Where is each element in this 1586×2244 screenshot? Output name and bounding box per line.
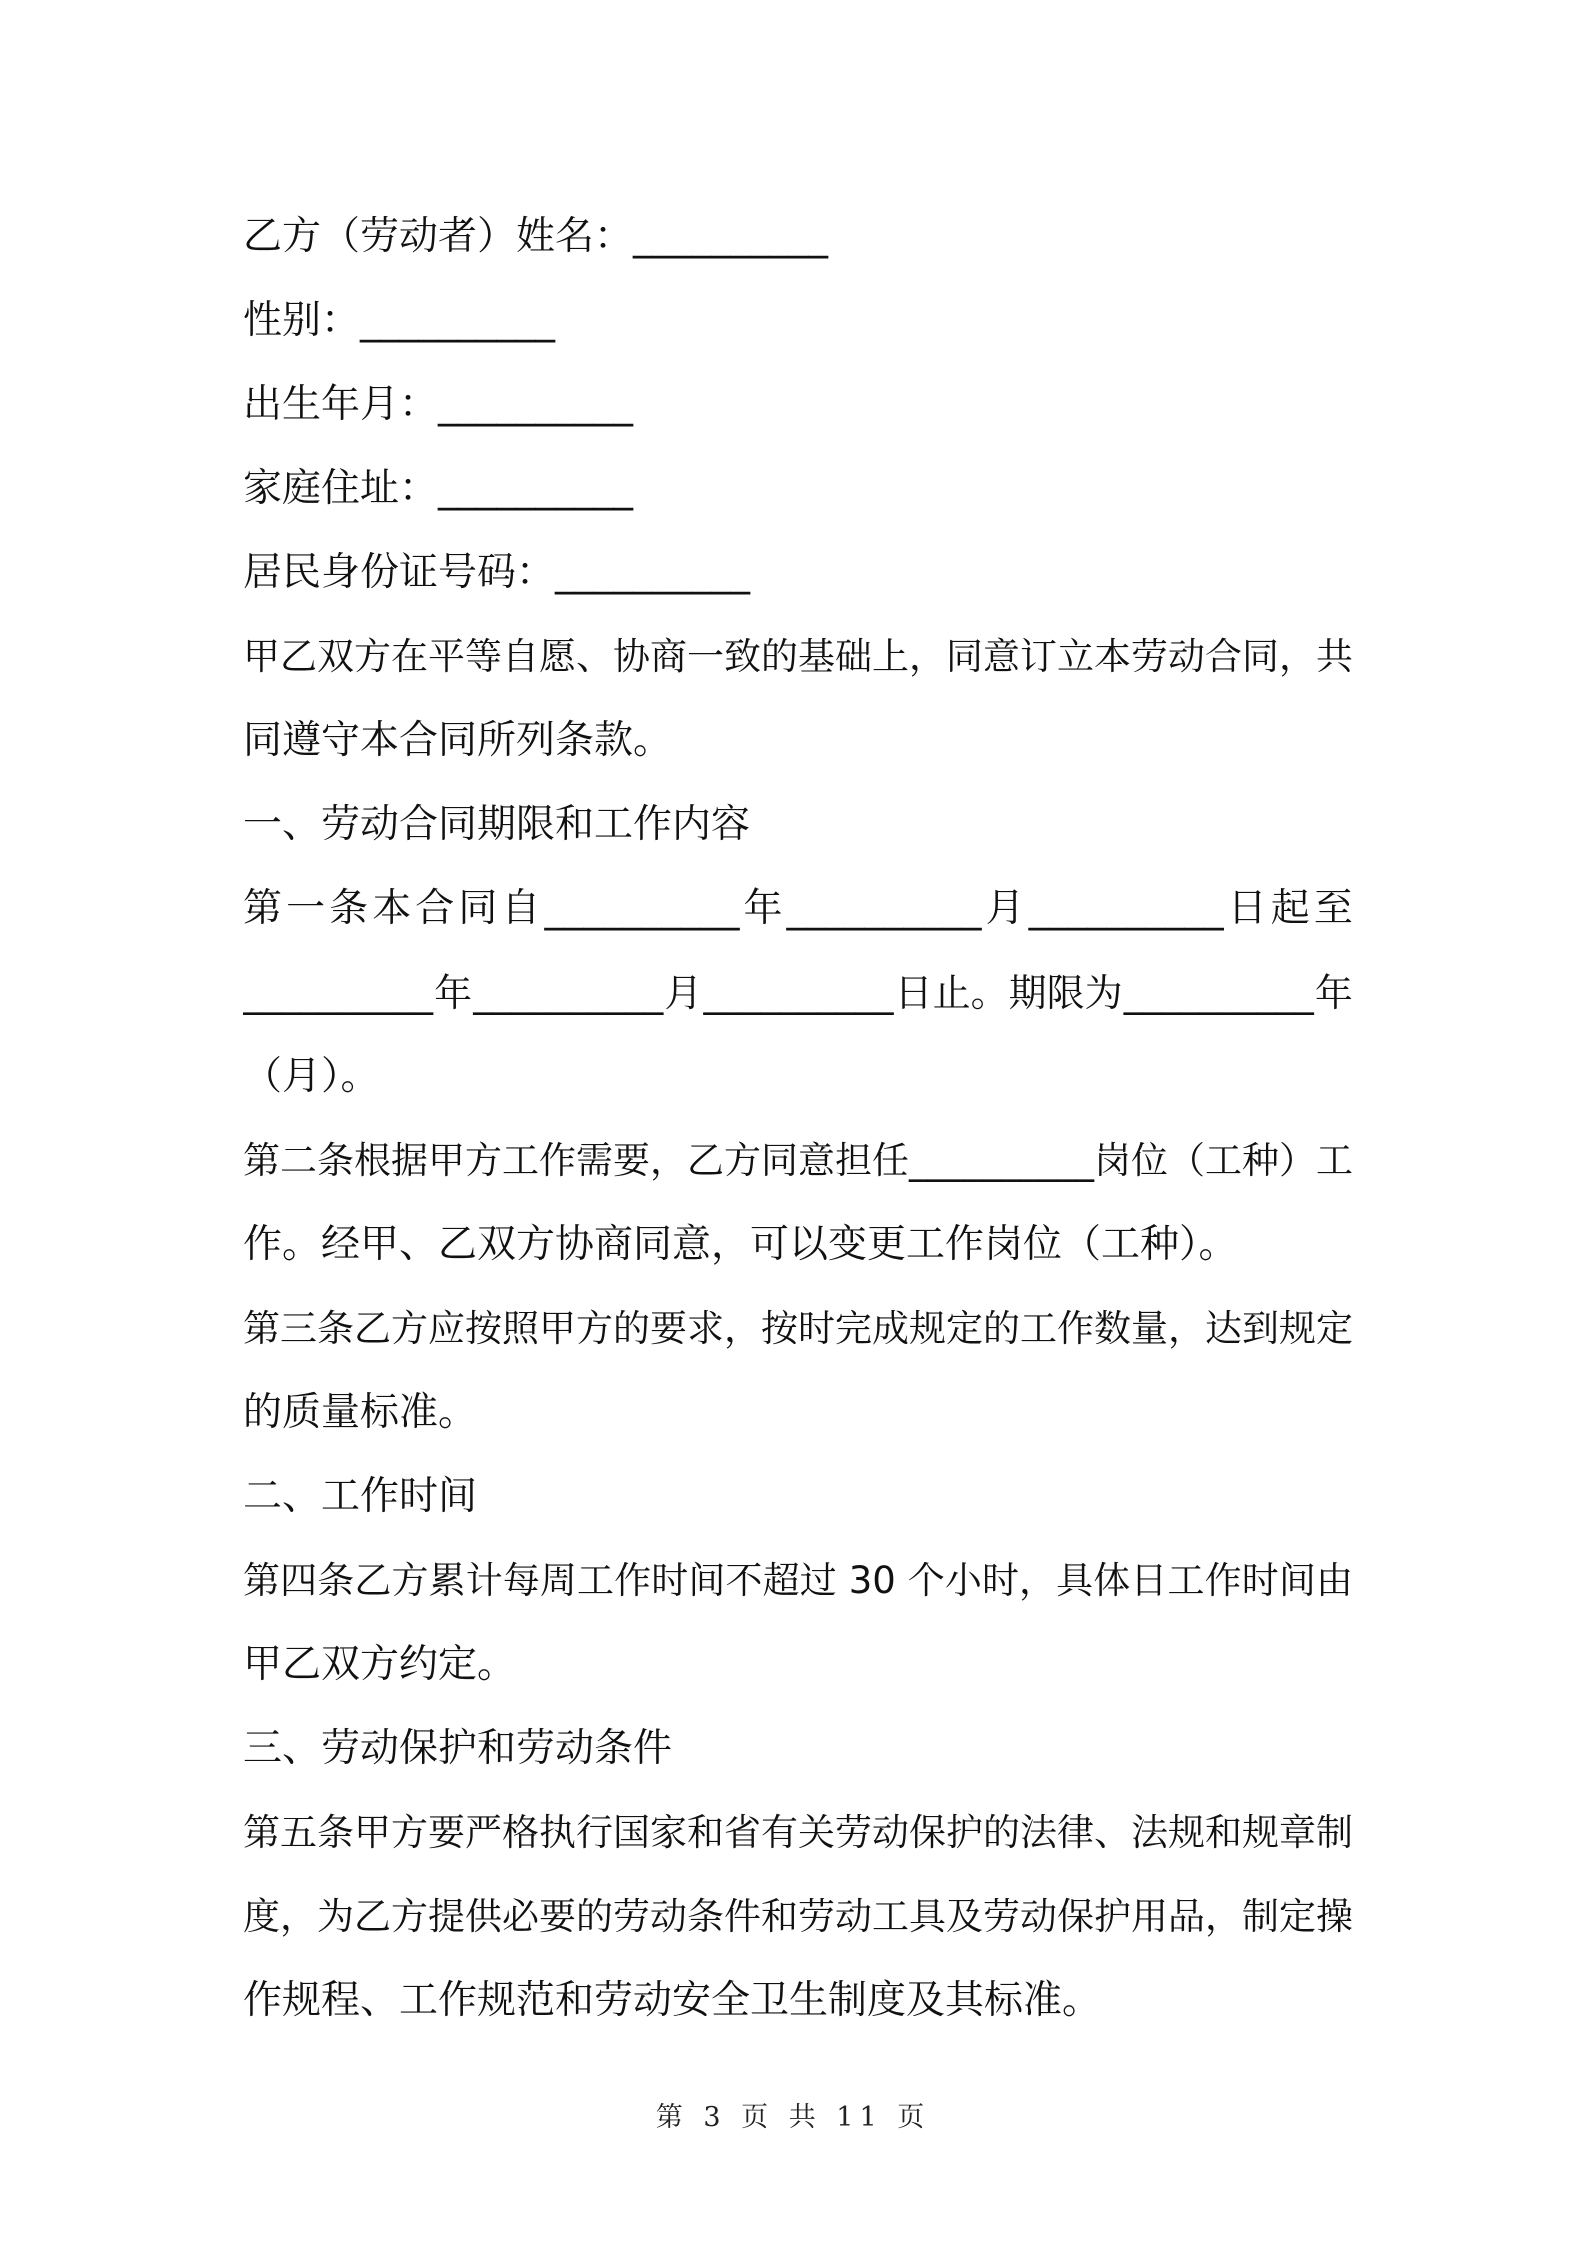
article-5-line-2 [243, 1875, 1353, 1959]
article-1-part: 本 [372, 886, 412, 931]
article-1-blank-year: __________ [544, 886, 740, 931]
article-1-part: 第 [243, 886, 283, 931]
article-2-text: 第二条根据甲方工作需要，乙方同意担任__________岗位（工种）工 [243, 1139, 1353, 1182]
article-1-part: 年 [434, 971, 473, 1015]
document-body [243, 195, 1353, 2043]
article-1-part: 月 [664, 971, 703, 1015]
article-3-line-1 [243, 1287, 1353, 1371]
article-1-part: 同 [458, 886, 498, 931]
intro-line-2: 同遵守本合同所列条款。 [243, 718, 673, 763]
article-1-blank-duration: __________ [1123, 971, 1314, 1015]
article-5-line-3: 作规程、工作规范和劳动安全卫生制度及其标准。 [243, 1978, 1102, 2023]
home-address-field: 家庭住址：__________ [243, 466, 634, 511]
article-3-line-2: 的质量标准。 [243, 1390, 478, 1435]
article-1-part: 日 [1227, 886, 1267, 931]
article-1-part: 日止。期限为 [894, 971, 1123, 1015]
section-heading-working-hours: 二、工作时间 [243, 1474, 478, 1519]
section-heading-labor-protection: 三、劳动保护和劳动条件 [243, 1726, 673, 1771]
article-1-part: 年 [1314, 971, 1353, 1015]
party-b-name-field: 乙方（劳动者）姓名：__________ [243, 214, 829, 259]
page-number-footer: 第 3 页 共 11 页 [655, 2102, 931, 2133]
article-4-text: 第四条乙方累计每周工作时间不超过 30 个小时，具体日工作时间由 [243, 1559, 1353, 1602]
article-1-line-3: （月）。 [243, 1054, 380, 1099]
article-1-blank-month: __________ [786, 886, 982, 931]
article-1-part: 年 [743, 886, 783, 931]
article-1-blank-year: __________ [243, 971, 433, 1015]
intro-line-1 [243, 615, 1353, 699]
intro-text: 甲乙双方在平等自愿、协商一致的基础上，同意订立本劳动合同，共 [243, 635, 1353, 678]
article-1-line-2 [243, 951, 1353, 1035]
article-4-line-1 [243, 1539, 1353, 1623]
article-1-blank-day: __________ [1028, 886, 1224, 931]
article-1-part: 条 [329, 886, 369, 931]
article-1-part: 自 [501, 886, 541, 931]
article-1-part: 合 [415, 886, 455, 931]
article-5-text: 度，为乙方提供必要的劳动条件和劳动工具及劳动保护用品，制定操 [243, 1895, 1353, 1938]
article-2-line-1 [243, 1119, 1353, 1203]
id-number-field: 居民身份证号码：__________ [243, 550, 751, 595]
birth-date-field: 出生年月：__________ [243, 382, 634, 427]
article-5-line-1 [243, 1791, 1353, 1875]
article-1-part: 至 [1313, 886, 1353, 931]
article-3-text: 第三条乙方应按照甲方的要求，按时完成规定的工作数量，达到规定 [243, 1307, 1353, 1350]
article-4-line-2: 甲乙双方约定。 [243, 1642, 517, 1687]
article-1-blank-day: __________ [703, 971, 894, 1015]
article-5-text: 第五条甲方要严格执行国家和省有关劳动保护的法律、法规和规章制 [243, 1811, 1353, 1854]
section-heading-contract-term: 一、劳动合同期限和工作内容 [243, 802, 751, 847]
article-1-part: 起 [1270, 886, 1310, 931]
article-1-part: 月 [985, 886, 1025, 931]
article-1-line-1 [243, 867, 1353, 951]
article-1-part: 一 [286, 886, 326, 931]
article-2-line-2: 作。经甲、乙双方协商同意，可以变更工作岗位（工种）。 [243, 1222, 1238, 1267]
gender-field: 性别：__________ [243, 298, 556, 343]
article-1-blank-month: __________ [473, 971, 664, 1015]
